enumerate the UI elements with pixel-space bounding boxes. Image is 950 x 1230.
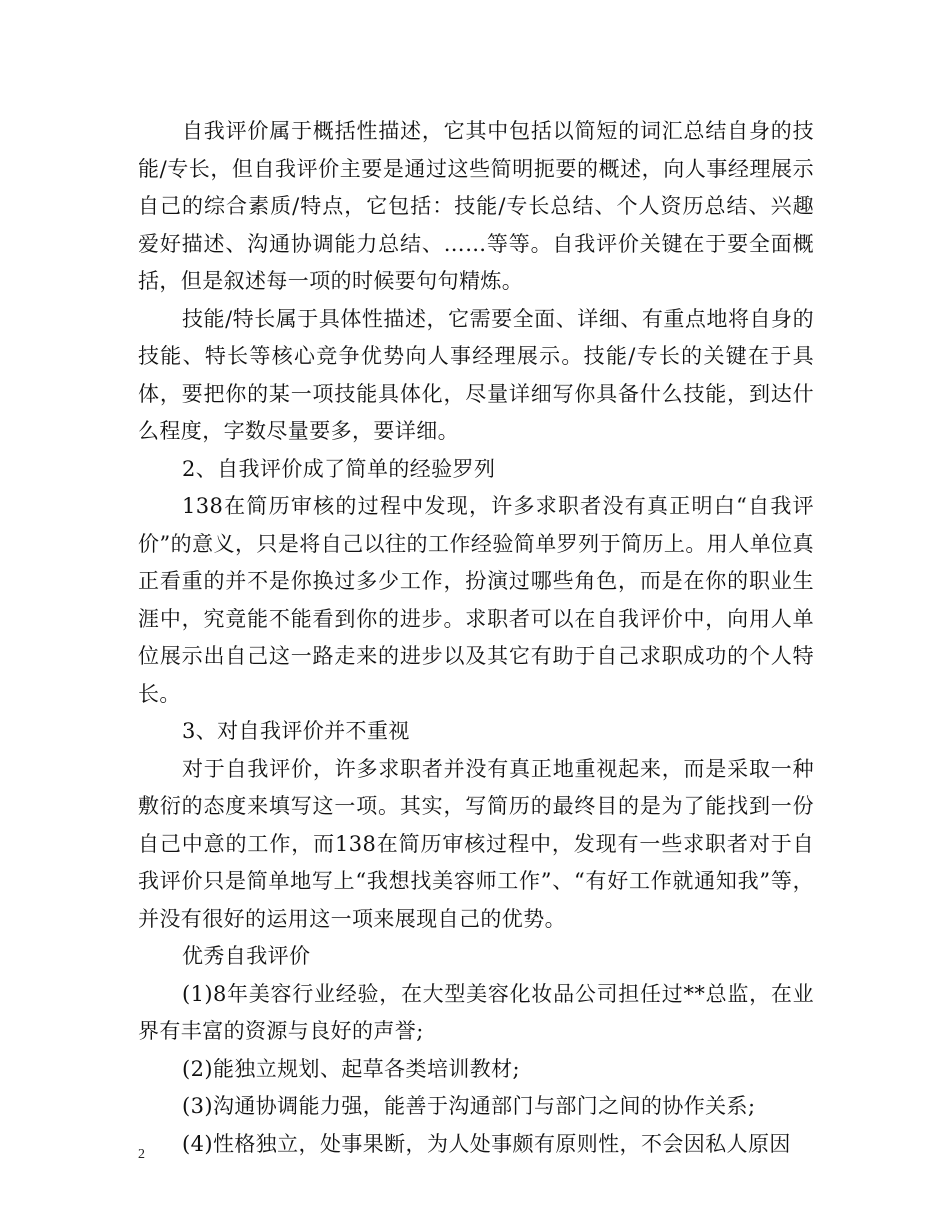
page-number: 2 <box>138 1147 145 1162</box>
list-item-2: (2)能独立规划、起草各类培训教材; <box>182 1056 521 1081</box>
list-item-3: (3)沟通协调能力强，能善于沟通部门与部门之间的协作关系; <box>182 1094 756 1118</box>
heading-excellent-self-evaluation: 优秀自我评价 <box>182 944 311 968</box>
heading-point-2: 2、自我评价成了简单的经验罗列 <box>182 456 496 481</box>
paragraph-point-2-detail: 138在简历审核的过程中发现，许多求职者没有真正明白“自我评价”的意义，只是将自己以往的工作经验简单罗列于简历上。用人单位真正看重的并不是你换过多少工作，扮演过哪些角色，而是在你的职业生涯中，究竟能不能看到你的进步。求职者可以在自我评价中，向用人单位展示出自己这一路走来的进步以及其它有助于自己求职成功的个人特长。 <box>138 494 814 706</box>
paragraph-self-evaluation-summary: 自我评价属于概括性描述，它其中包括以简短的词汇总结自身的技能/专长，但自我评价主要是通过这些简明扼要的概述，向人事经理展示自己的综合素质/特点，它包括：技能/专长总结、个人资历总结、兴趣爱好描述、沟通协调能力总结、……等等。自我评价关键在于要全面概括，但是叙述每一项的时候要句句精炼。 <box>138 119 814 293</box>
document-body <box>138 113 814 1163</box>
heading-point-3: 3、对自我评价并不重视 <box>182 719 410 743</box>
paragraph-skills-description: 技能/特长属于具体性描述，它需要全面、详细、有重点地将自身的技能、特长等核心竞争优势向人事经理展示。技能/专长的关键在于具体，要把你的某一项技能具体化，尽量详细写你具备什么技能，到达什么程度，字数尽量要多，要详细。 <box>138 306 814 443</box>
list-item-4: (4)性格独立，处事果断，为人处事颇有原则性，不会因私人原因 <box>182 1131 791 1156</box>
paragraph-point-3-detail: 对于自我评价，许多求职者并没有真正地重视起来，而是采取一种敷衍的态度来填写这一项。其实，写简历的最终目的是为了能找到一份自己中意的工作，而138在简历审核过程中，发现有一些求职者对于自我评价只是简单地写上“我想找美容师工作”、“有好工作就通知我”等，并没有很好的运用这一项来展现自己的优势。 <box>138 756 814 931</box>
list-item-1: (1)8年美容行业经验，在大型美容化妆品公司担任过**总监，在业界有丰富的资源与良好的声誉; <box>138 981 814 1043</box>
